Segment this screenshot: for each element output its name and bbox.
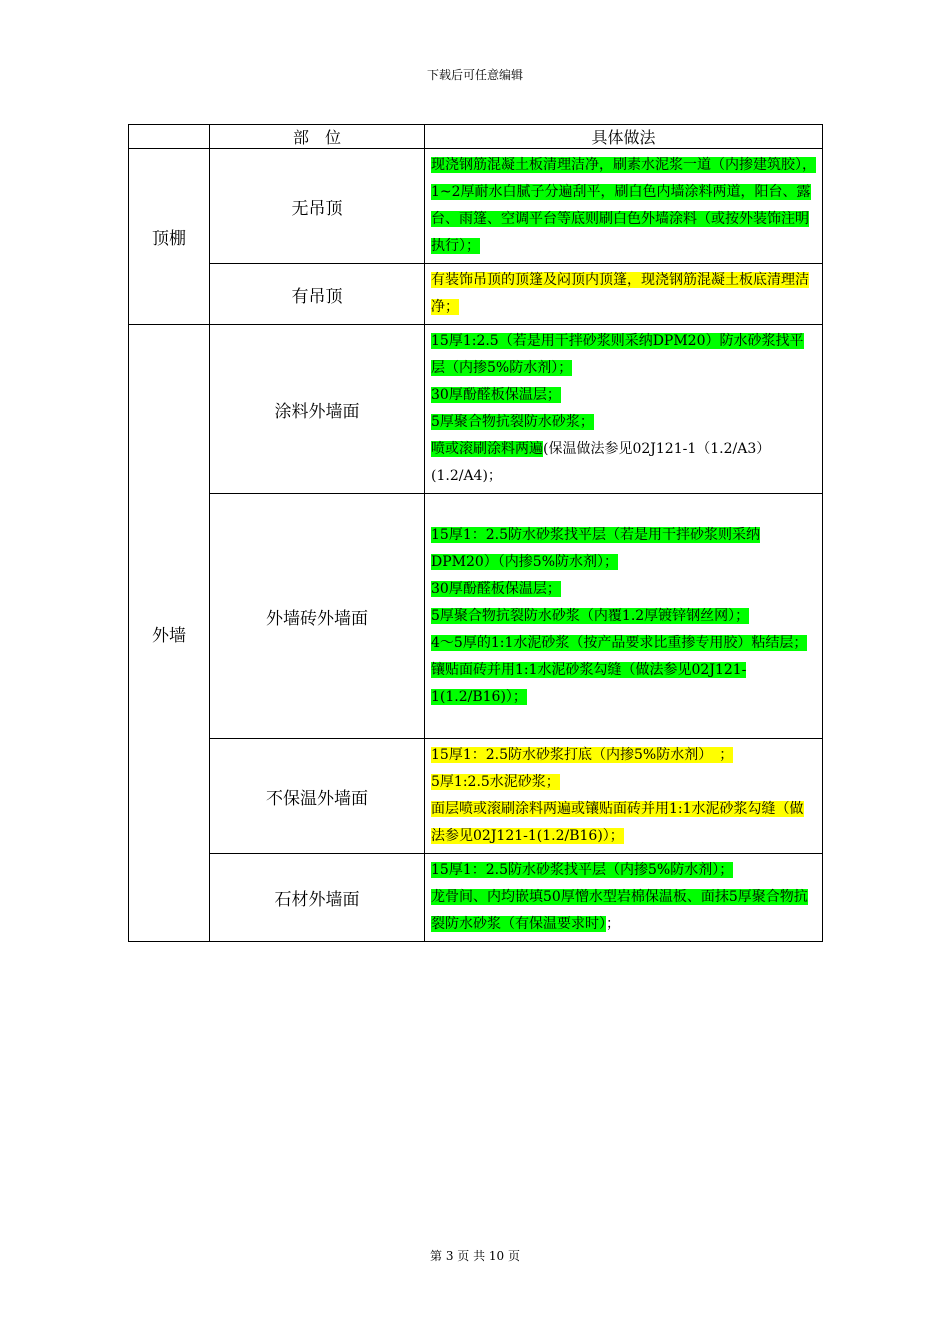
method-line-block [431, 267, 816, 321]
method-line: 5厚聚合物抗裂防水砂浆（内覆1.2厚镀锌钢丝网）； [431, 607, 750, 624]
method-cell [425, 149, 823, 264]
page-number: 第 3 页 共 10 页 [430, 1249, 520, 1263]
method-line: 15厚1：2.5防水砂浆找平层（若是用干拌砂浆则采纳DPM20）（内掺5%防水剂）； [431, 526, 760, 570]
part-stone-wall: 石材外墙面 [210, 854, 425, 942]
header-blank [129, 125, 210, 149]
method-line: 30厚酚醛板保温层； [431, 580, 561, 597]
method-line: 面层喷或滚刷涂料两遍或镶贴面砖并用1:1水泥砂浆勾缝（做法参见02J121-1(1.2/B16)）； [431, 801, 804, 844]
method-line-block [431, 796, 816, 850]
method-line: 龙骨间、内均嵌填50厚憎水型岩棉保温板、面抹5厚聚合物抗裂防水砂浆（有保温要求时） [431, 889, 808, 932]
method-line: 喷或滚刷涂料两遍 [431, 441, 543, 457]
table-row [129, 149, 823, 264]
method-line-block [431, 857, 816, 884]
construction-spec-table [128, 124, 823, 942]
part-no-suspended: 无吊顶 [210, 149, 425, 264]
method-line: 现浇钢筋混凝土板清理洁净，刷素水泥浆一道（内掺建筑胶），1~2厚耐水白腻子分遍刮平，刷白色内墙涂料两道，阳台、露台、雨篷、空调平台等底则刷白色外墙涂料（或按外装饰注明执行）； [431, 157, 816, 254]
header-note: 下载后可任意编辑 [426, 68, 523, 82]
method-line-block [431, 742, 816, 769]
method-line-block [431, 436, 816, 490]
method-line: 15厚1：2.5防水砂浆找平层（内掺5%防水剂）； [431, 862, 734, 878]
method-line: 有装饰吊顶的顶篷及闷顶内顶篷，现浇钢筋混凝土板底清理洁净； [431, 272, 809, 315]
method-cell [425, 325, 823, 494]
table-row [129, 854, 823, 942]
method-line: 15厚1:2.5（若是用干拌砂浆则采纳DPM20）防水砂浆找平层（内掺5%防水剂）； [431, 333, 804, 376]
method-line-block [431, 576, 816, 603]
category-ceiling: 顶棚 [129, 149, 210, 325]
method-line-block [431, 769, 816, 796]
part-no-insulation-wall: 不保温外墙面 [210, 739, 425, 854]
table-header-row [129, 125, 823, 149]
method-cell [425, 494, 823, 739]
header-method: 具体做法 [425, 125, 823, 149]
table-row [129, 739, 823, 854]
method-line: 镶贴面砖并用1:1水泥砂浆勾缝（做法参见02J121-1(1.2/B16)）； [431, 661, 747, 705]
method-cell [425, 739, 823, 854]
method-cell [425, 854, 823, 942]
method-line-block [431, 657, 816, 711]
method-line: (保温做法参见02J121-1（1.2/A3）(1.2/A4)； [431, 441, 771, 484]
method-line: 15厚1：2.5防水砂浆打底（内掺5%防水剂） ； [431, 747, 734, 763]
method-line-block [431, 328, 816, 382]
method-line-block [431, 884, 816, 938]
method-line-block [431, 522, 816, 576]
method-line-block [431, 152, 816, 260]
method-cell [425, 264, 823, 325]
method-line-block [431, 603, 816, 630]
part-paint-wall: 涂料外墙面 [210, 325, 425, 494]
method-line-block [431, 409, 816, 436]
method-line: 5厚1:2.5水泥砂浆； [431, 774, 560, 790]
method-line: 30厚酚醛板保温层； [431, 387, 561, 403]
table-row [129, 494, 823, 739]
category-exterior-wall: 外墙 [129, 325, 210, 942]
part-suspended: 有吊顶 [210, 264, 425, 325]
table-row [129, 264, 823, 325]
method-line-block [431, 630, 816, 657]
method-line: ； [606, 916, 620, 932]
method-line: 4～5厚的1:1水泥砂浆（按产品要求比重掺专用胶）粘结层； [431, 634, 808, 651]
method-line: 5厚聚合物抗裂防水砂浆； [431, 414, 594, 430]
method-line-block [431, 382, 816, 409]
part-brick-wall: 外墙砖外墙面 [210, 494, 425, 739]
header-part: 部 位 [210, 125, 425, 149]
table-row [129, 325, 823, 494]
